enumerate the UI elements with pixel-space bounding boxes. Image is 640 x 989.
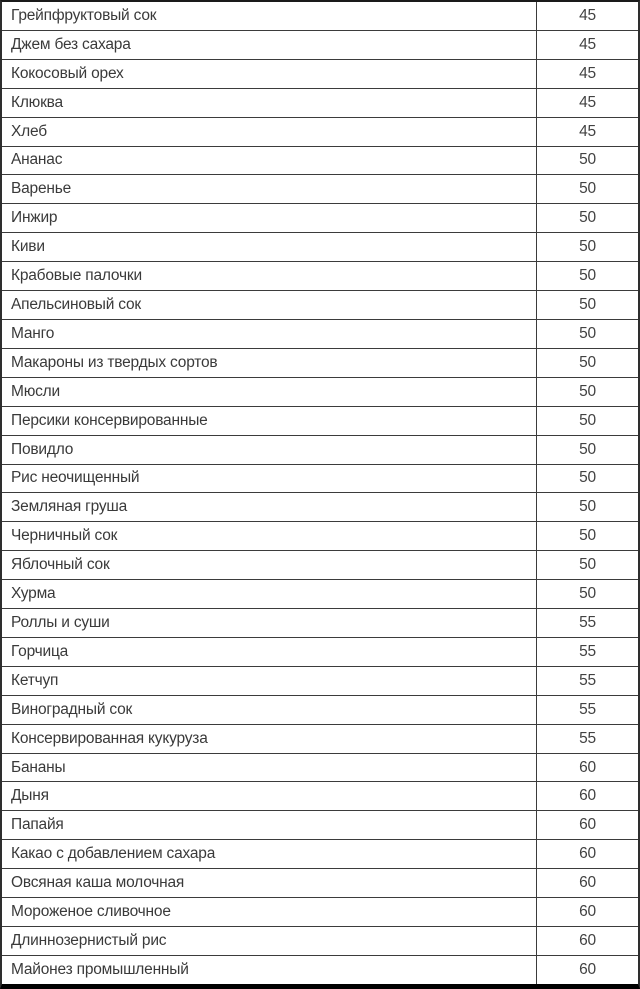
gi-value-cell: 50: [536, 147, 638, 175]
table-row: [2, 319, 638, 348]
table-row: [2, 608, 638, 637]
table-row: [2, 926, 638, 955]
food-name-cell: Грейпфруктовый сок: [11, 6, 157, 24]
table-row: [2, 839, 638, 868]
table-row: [2, 59, 638, 88]
table-row: [2, 753, 638, 782]
table-row: [2, 868, 638, 897]
food-name-cell: Повидло: [11, 440, 74, 458]
gi-value-cell: 50: [536, 204, 638, 232]
gi-value-cell: 60: [536, 898, 638, 926]
gi-value-cell: 55: [536, 725, 638, 753]
table-row: [2, 579, 638, 608]
gi-value-cell: 50: [536, 580, 638, 608]
food-name-cell: Земляная груша: [11, 498, 128, 516]
gi-value-cell: 50: [536, 175, 638, 203]
gi-value-cell: 55: [536, 609, 638, 637]
food-name-cell: Кетчуп: [11, 671, 59, 689]
gi-value-cell: 60: [536, 811, 638, 839]
table-row: [2, 88, 638, 117]
table-row: [2, 232, 638, 261]
food-name-cell: Черничный сок: [11, 527, 118, 545]
table-row: [2, 261, 638, 290]
table-row: [2, 435, 638, 464]
food-name-cell: Макароны из твердых сортов: [11, 353, 218, 371]
gi-value-cell: 45: [536, 60, 638, 88]
gi-value-cell: 50: [536, 320, 638, 348]
food-name-cell: Длиннозернистый рис: [11, 931, 167, 949]
gi-value-cell: 50: [536, 378, 638, 406]
table-row: [2, 290, 638, 319]
gi-value-cell: 60: [536, 869, 638, 897]
food-name-cell: Консервированная кукуруза: [11, 729, 208, 747]
table-row: [2, 2, 638, 30]
table-row: [2, 377, 638, 406]
gi-value-cell: 50: [536, 465, 638, 493]
food-name-cell: Дыня: [11, 787, 49, 805]
table-row: [2, 146, 638, 175]
gi-value-cell: 55: [536, 696, 638, 724]
table-row: [2, 695, 638, 724]
gi-value-cell: 50: [536, 233, 638, 261]
food-name-cell: Хурма: [11, 585, 56, 603]
food-name-cell: Инжир: [11, 209, 58, 227]
table-row: [2, 30, 638, 59]
food-name-cell: Кокосовый орех: [11, 64, 124, 82]
gi-value-cell: 60: [536, 782, 638, 810]
gi-value-cell: 60: [536, 754, 638, 782]
food-name-cell: Ананас: [11, 151, 63, 169]
gi-value-cell: 50: [536, 551, 638, 579]
food-name-cell: Джем без сахара: [11, 35, 131, 53]
table-row: [2, 464, 638, 493]
gi-value-cell: 55: [536, 667, 638, 695]
gi-value-cell: 55: [536, 638, 638, 666]
gi-value-cell: 60: [536, 956, 638, 984]
table-row: [2, 550, 638, 579]
table-row: [2, 174, 638, 203]
table-row: [2, 666, 638, 695]
gi-value-cell: 50: [536, 522, 638, 550]
food-name-cell: Виноградный сок: [11, 700, 133, 718]
food-name-cell: Бананы: [11, 758, 66, 776]
food-name-cell: Варенье: [11, 180, 72, 198]
table-row: [2, 348, 638, 377]
gi-value-cell: 60: [536, 840, 638, 868]
table-row: [2, 781, 638, 810]
food-name-cell: Мороженое сливочное: [11, 903, 171, 921]
table-row: [2, 406, 638, 435]
gi-value-cell: 45: [536, 89, 638, 117]
food-name-cell: Майонез промышленный: [11, 960, 189, 978]
gi-value-cell: 60: [536, 927, 638, 955]
food-name-cell: Киви: [11, 238, 45, 256]
table-row: [2, 492, 638, 521]
table-row: [2, 810, 638, 839]
food-name-cell: Овсяная каша молочная: [11, 874, 185, 892]
table-row: [2, 897, 638, 926]
gi-value-cell: 50: [536, 291, 638, 319]
gi-value-cell: 50: [536, 262, 638, 290]
food-name-cell: Какао с добавлением сахара: [11, 845, 216, 863]
gi-value-cell: 50: [536, 493, 638, 521]
gi-value-cell: 50: [536, 436, 638, 464]
food-name-cell: Роллы и суши: [11, 613, 110, 631]
food-name-cell: Персики консервированные: [11, 411, 208, 429]
food-name-cell: Манго: [11, 324, 55, 342]
food-name-cell: Рис неочищенный: [11, 469, 140, 487]
food-name-cell: Папайя: [11, 816, 64, 834]
table-row: [2, 955, 638, 984]
table-row: [2, 637, 638, 666]
table-row: [2, 117, 638, 146]
gi-value-cell: 50: [536, 349, 638, 377]
food-name-cell: Горчица: [11, 642, 69, 660]
food-name-cell: Хлеб: [11, 122, 47, 140]
food-name-cell: Яблочный сок: [11, 556, 110, 574]
gi-value-cell: 50: [536, 407, 638, 435]
table-row: [2, 521, 638, 550]
food-name-cell: Мюсли: [11, 382, 60, 400]
food-name-cell: Клюква: [11, 93, 63, 111]
gi-value-cell: 45: [536, 31, 638, 59]
food-name-cell: Апельсиновый сок: [11, 296, 142, 314]
table-row: [2, 203, 638, 232]
food-name-cell: Крабовые палочки: [11, 267, 142, 285]
table-row: [2, 724, 638, 753]
gi-value-cell: 45: [536, 118, 638, 146]
gi-value-cell: 45: [536, 2, 638, 30]
